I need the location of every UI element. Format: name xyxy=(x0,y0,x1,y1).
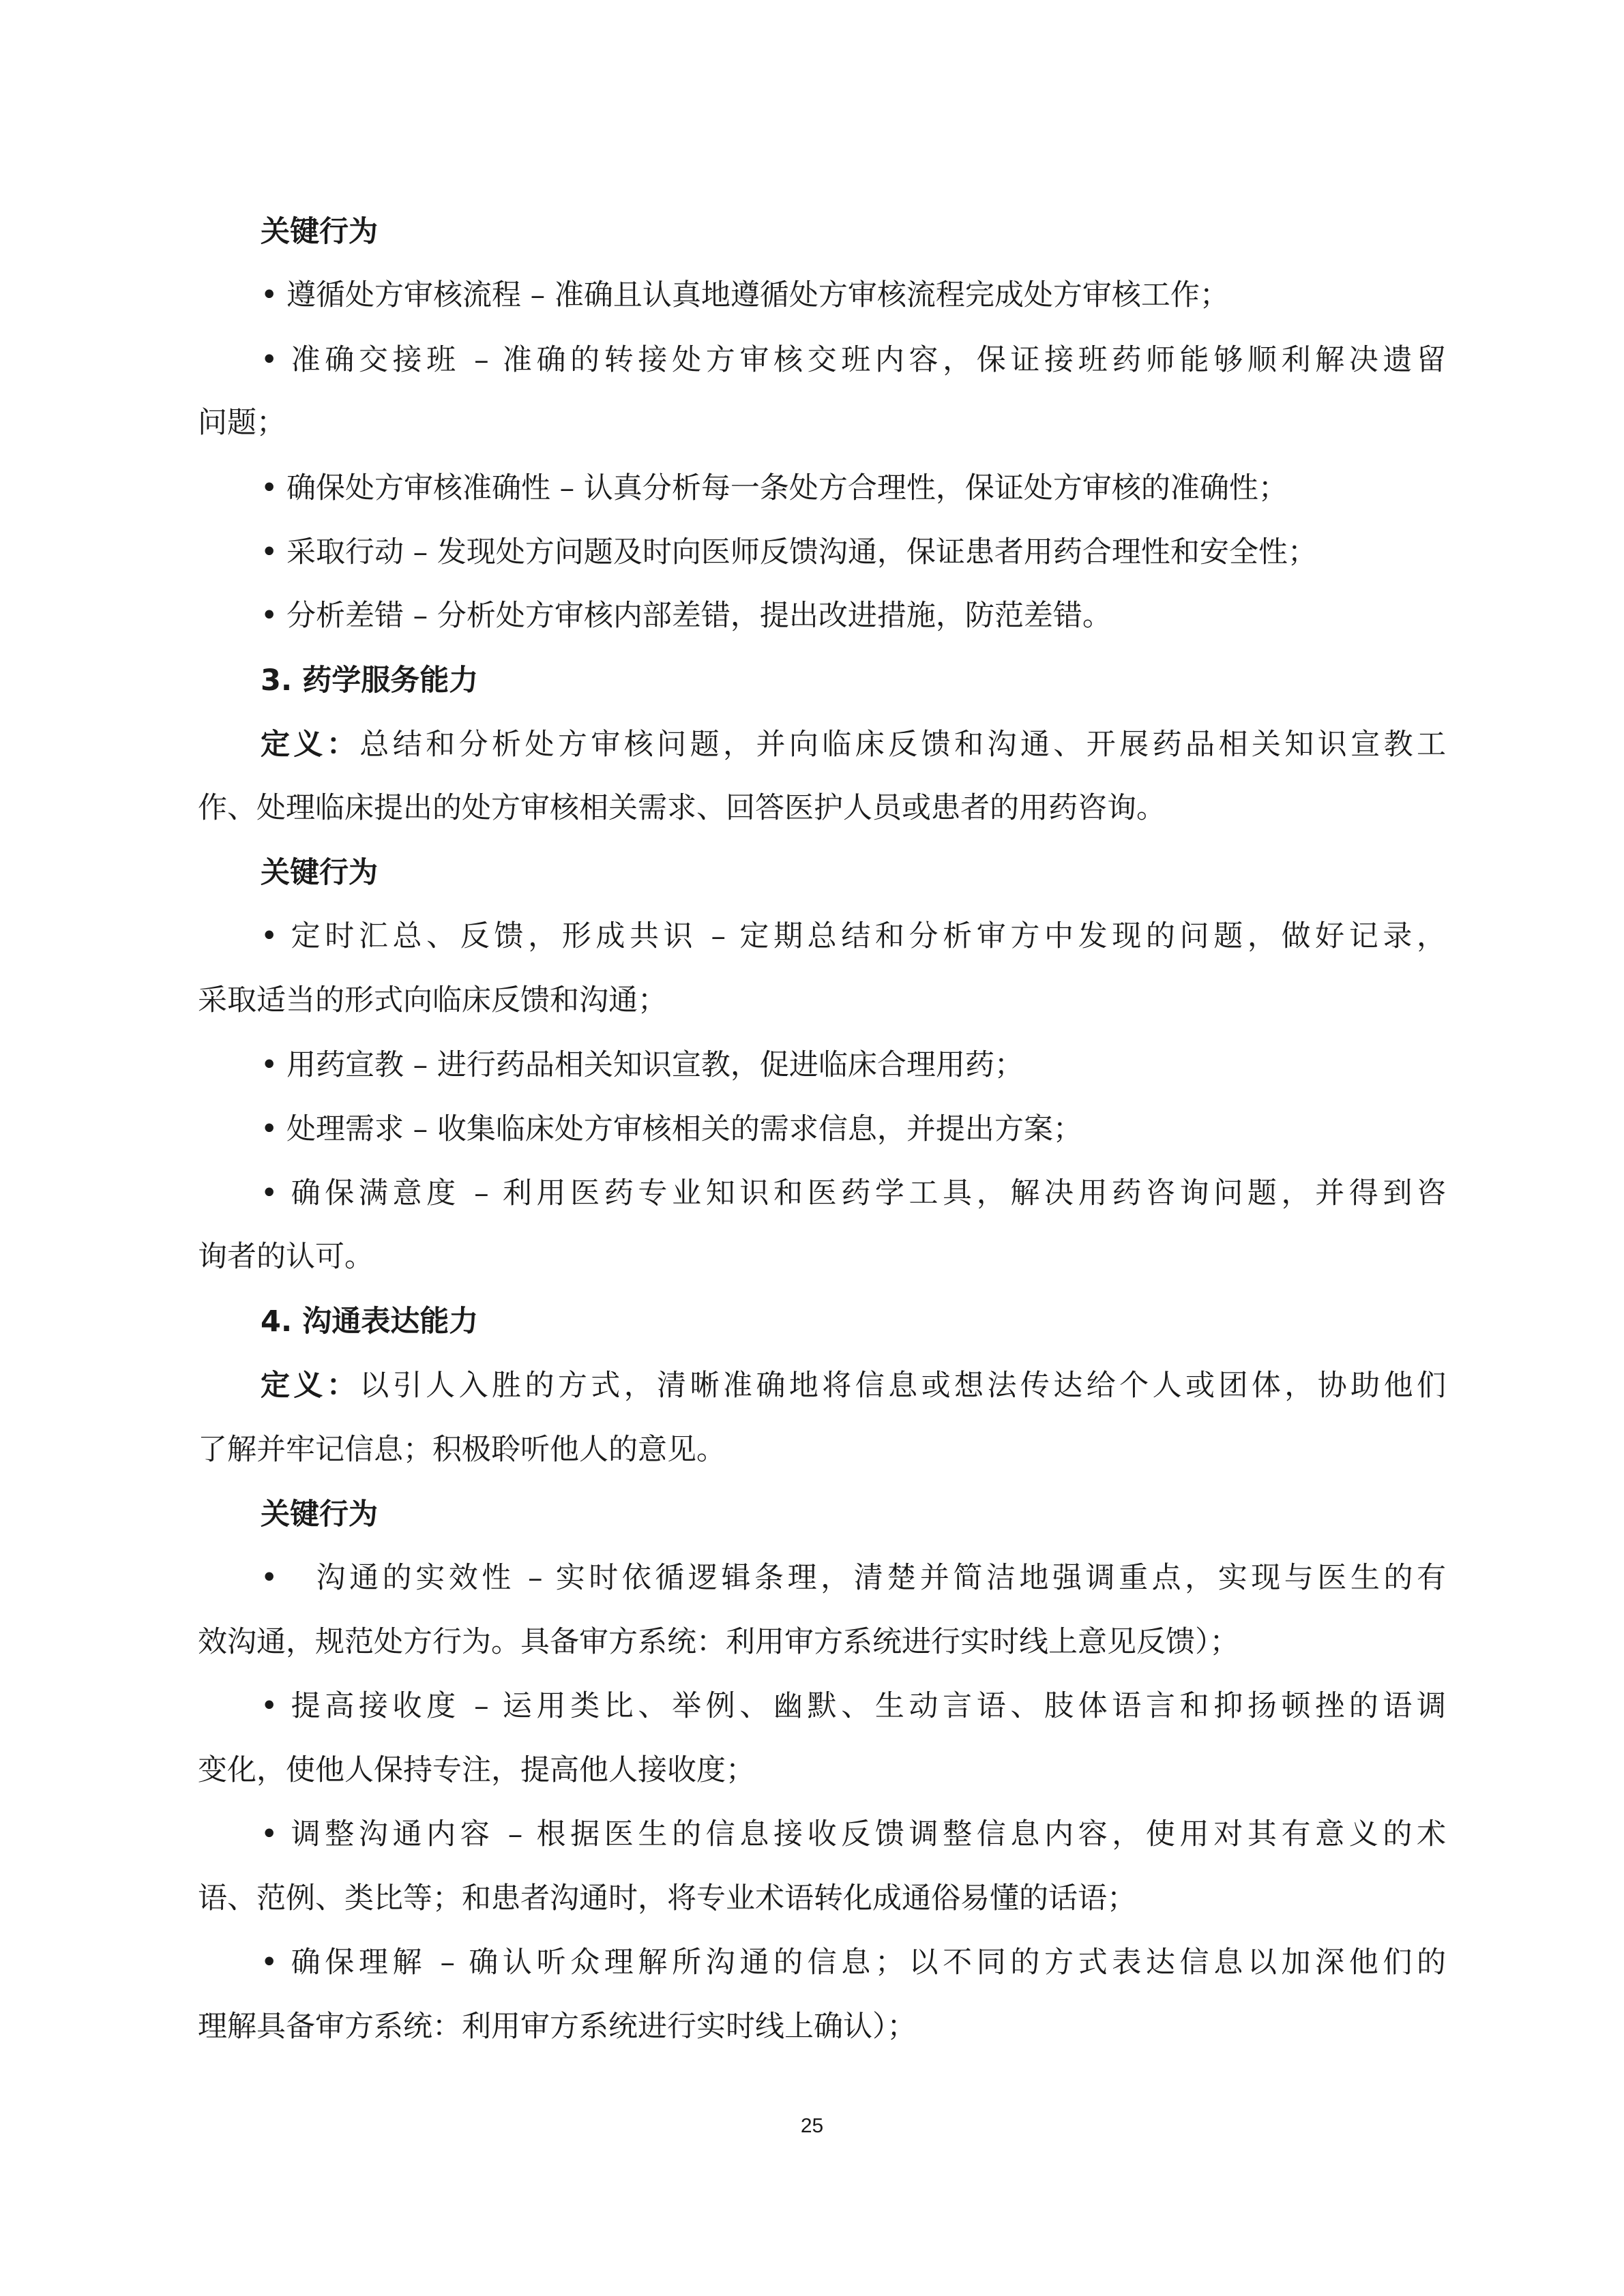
definition-label: 定义： xyxy=(261,728,360,762)
bullet: • xyxy=(261,1817,278,1851)
bullet: • xyxy=(261,471,278,505)
definition-continuation: 了解并牢记信息；积极聆听他人的意见。 xyxy=(198,1433,726,1467)
definition-label: 定义： xyxy=(261,1369,360,1403)
section-heading: 3. 药学服务能力 xyxy=(261,664,479,698)
list-item: • 调整沟通内容 – 根据医生的信息接收反馈调整信息内容，使用对其有意义的术 xyxy=(261,1814,1446,1855)
list-item-continuation: 理解具备审方系统：利用审方系统进行实时线上确认）； xyxy=(198,2010,917,2044)
bullet: • xyxy=(261,343,278,377)
bullet: • xyxy=(261,535,278,569)
bullet: • xyxy=(261,1689,278,1723)
list-item: • 确保理解 – 确认听众理解所沟通的信息；以不同的方式表达信息以加深他们的 xyxy=(261,1942,1446,1983)
bullet: • xyxy=(261,1048,278,1082)
key-behaviors-heading: 关键行为 xyxy=(261,215,378,249)
list-item: • 确保处方审核准确性 – 认真分析每一条处方合理性，保证处方审核的准确性； xyxy=(261,468,1446,509)
bullet: • xyxy=(261,599,278,633)
bullet: • xyxy=(261,1561,278,1595)
bullet: • xyxy=(261,278,278,312)
bullet: • xyxy=(261,1945,278,1980)
key-behaviors-heading: 关键行为 xyxy=(261,856,378,890)
list-item: • 提高接收度 – 运用类比、举例、幽默、生动言语、肢体语言和抑扬顿挫的语调 xyxy=(261,1686,1446,1727)
list-item: • 用药宣教 – 进行药品相关知识宣教，促进临床合理用药； xyxy=(261,1045,1446,1086)
list-item-continuation: 采取适当的形式向临床反馈和沟通； xyxy=(198,983,667,1017)
list-item: • 处理需求 – 收集临床处方审核相关的需求信息，并提出方案； xyxy=(261,1109,1446,1150)
list-item: • 采取行动 – 发现处方问题及时向医师反馈沟通，保证患者用药合理性和安全性； xyxy=(261,532,1446,573)
list-item: • 沟通的实效性 – 实时依循逻辑条理，清楚并简洁地强调重点，实现与医生的有 xyxy=(261,1557,1446,1598)
bullet: • xyxy=(261,1112,278,1146)
definition-continuation: 作、处理临床提出的处方审核相关需求、回答医护人员或患者的用药咨询。 xyxy=(198,791,1166,825)
section-heading: 4. 沟通表达能力 xyxy=(261,1304,479,1339)
list-item: • 遵循处方审核流程 – 准确且认真地遵循处方审核流程完成处方审核工作； xyxy=(261,275,1446,316)
list-item-continuation: 问题； xyxy=(198,406,286,440)
key-behaviors-heading: 关键行为 xyxy=(261,1497,378,1532)
list-item-continuation: 效沟通，规范处方行为。具备审方系统：利用审方系统进行实时线上意见反馈）； xyxy=(198,1625,1239,1659)
list-item: • 确保满意度 – 利用医药专业知识和医药学工具，解决用药咨询问题，并得到咨 xyxy=(261,1173,1446,1214)
list-item-continuation: 变化，使他人保持专注，提高他人接收度； xyxy=(198,1753,755,1787)
list-item: • 定时汇总、反馈，形成共识 – 定期总结和分析审方中发现的问题，做好记录， xyxy=(261,916,1446,957)
list-item: • 分析差错 – 分析处方审核内部差错，提出改进措施，防范差错。 xyxy=(261,595,1446,636)
bullet: • xyxy=(261,919,278,953)
definition-paragraph: 定义：以引人入胜的方式，清晰准确地将信息或想法传达给个人或团体，协助他们 xyxy=(261,1369,1446,1403)
page-number: 25 xyxy=(800,2115,824,2137)
list-item: • 准确交接班 – 准确的转接处方审核交班内容，保证接班药师能够顺利解决遗留 xyxy=(261,340,1446,381)
definition-paragraph: 定义：总结和分析处方审核问题，并向临床反馈和沟通、开展药品相关知识宣教工 xyxy=(261,728,1446,762)
list-item-continuation: 询者的认可。 xyxy=(198,1240,374,1274)
bullet: • xyxy=(261,1176,278,1210)
list-item-continuation: 语、范例、类比等；和患者沟通时，将专业术语转化成通俗易懂的话语； xyxy=(198,1881,1136,1915)
